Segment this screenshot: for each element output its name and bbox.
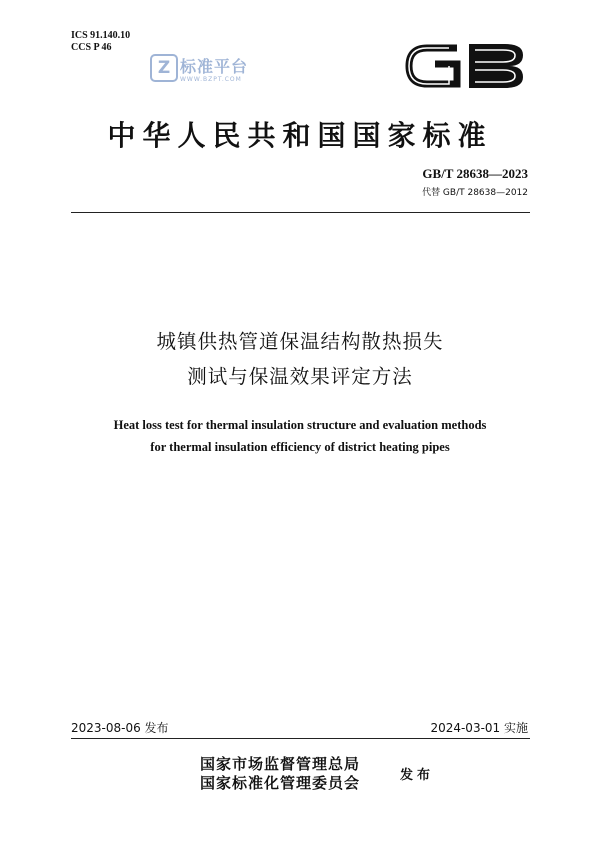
gb-logo-icon [405,40,527,92]
issuer-samr: 国家市场监督管理总局 [200,755,361,773]
watermark [150,52,265,92]
issuer-sac: 国家标准化管理委员会 [200,774,361,792]
title-cn-line2: 测试与保温效果评定方法 [187,365,413,388]
classification-codes [71,30,130,54]
standard-number: GB/T 28638—2023 [422,166,528,181]
national-standard-title: 中华人民共和国国家标准 [107,119,493,152]
bottom-divider [71,738,530,739]
title-en-line1: Heat loss test for thermal insulation structure and evaluation methods [113,418,487,432]
title-en-line2: for thermal insulation efficiency of district heating pipes [150,440,450,454]
ccs-code: CCS P 46 [71,42,112,53]
ics-code: ICS 91.140.10 [71,30,131,41]
issue-date: 2023-08-06 发布 [71,721,169,735]
replaces-note: 代替 GB/T 28638—2012 [422,188,528,198]
issuing-authorities [200,755,360,793]
implement-date: 2024-03-01 实施 [430,721,528,735]
publish-label: 发布 [400,768,435,783]
watermark-brand: 标准平台 [180,57,249,76]
watermark-logo-icon: Z [150,54,178,82]
title-cn-line1: 城镇供热管道保温结构散热损失 [156,330,444,353]
watermark-url: WWW.BZPT.COM [180,76,242,83]
top-divider [71,212,530,213]
